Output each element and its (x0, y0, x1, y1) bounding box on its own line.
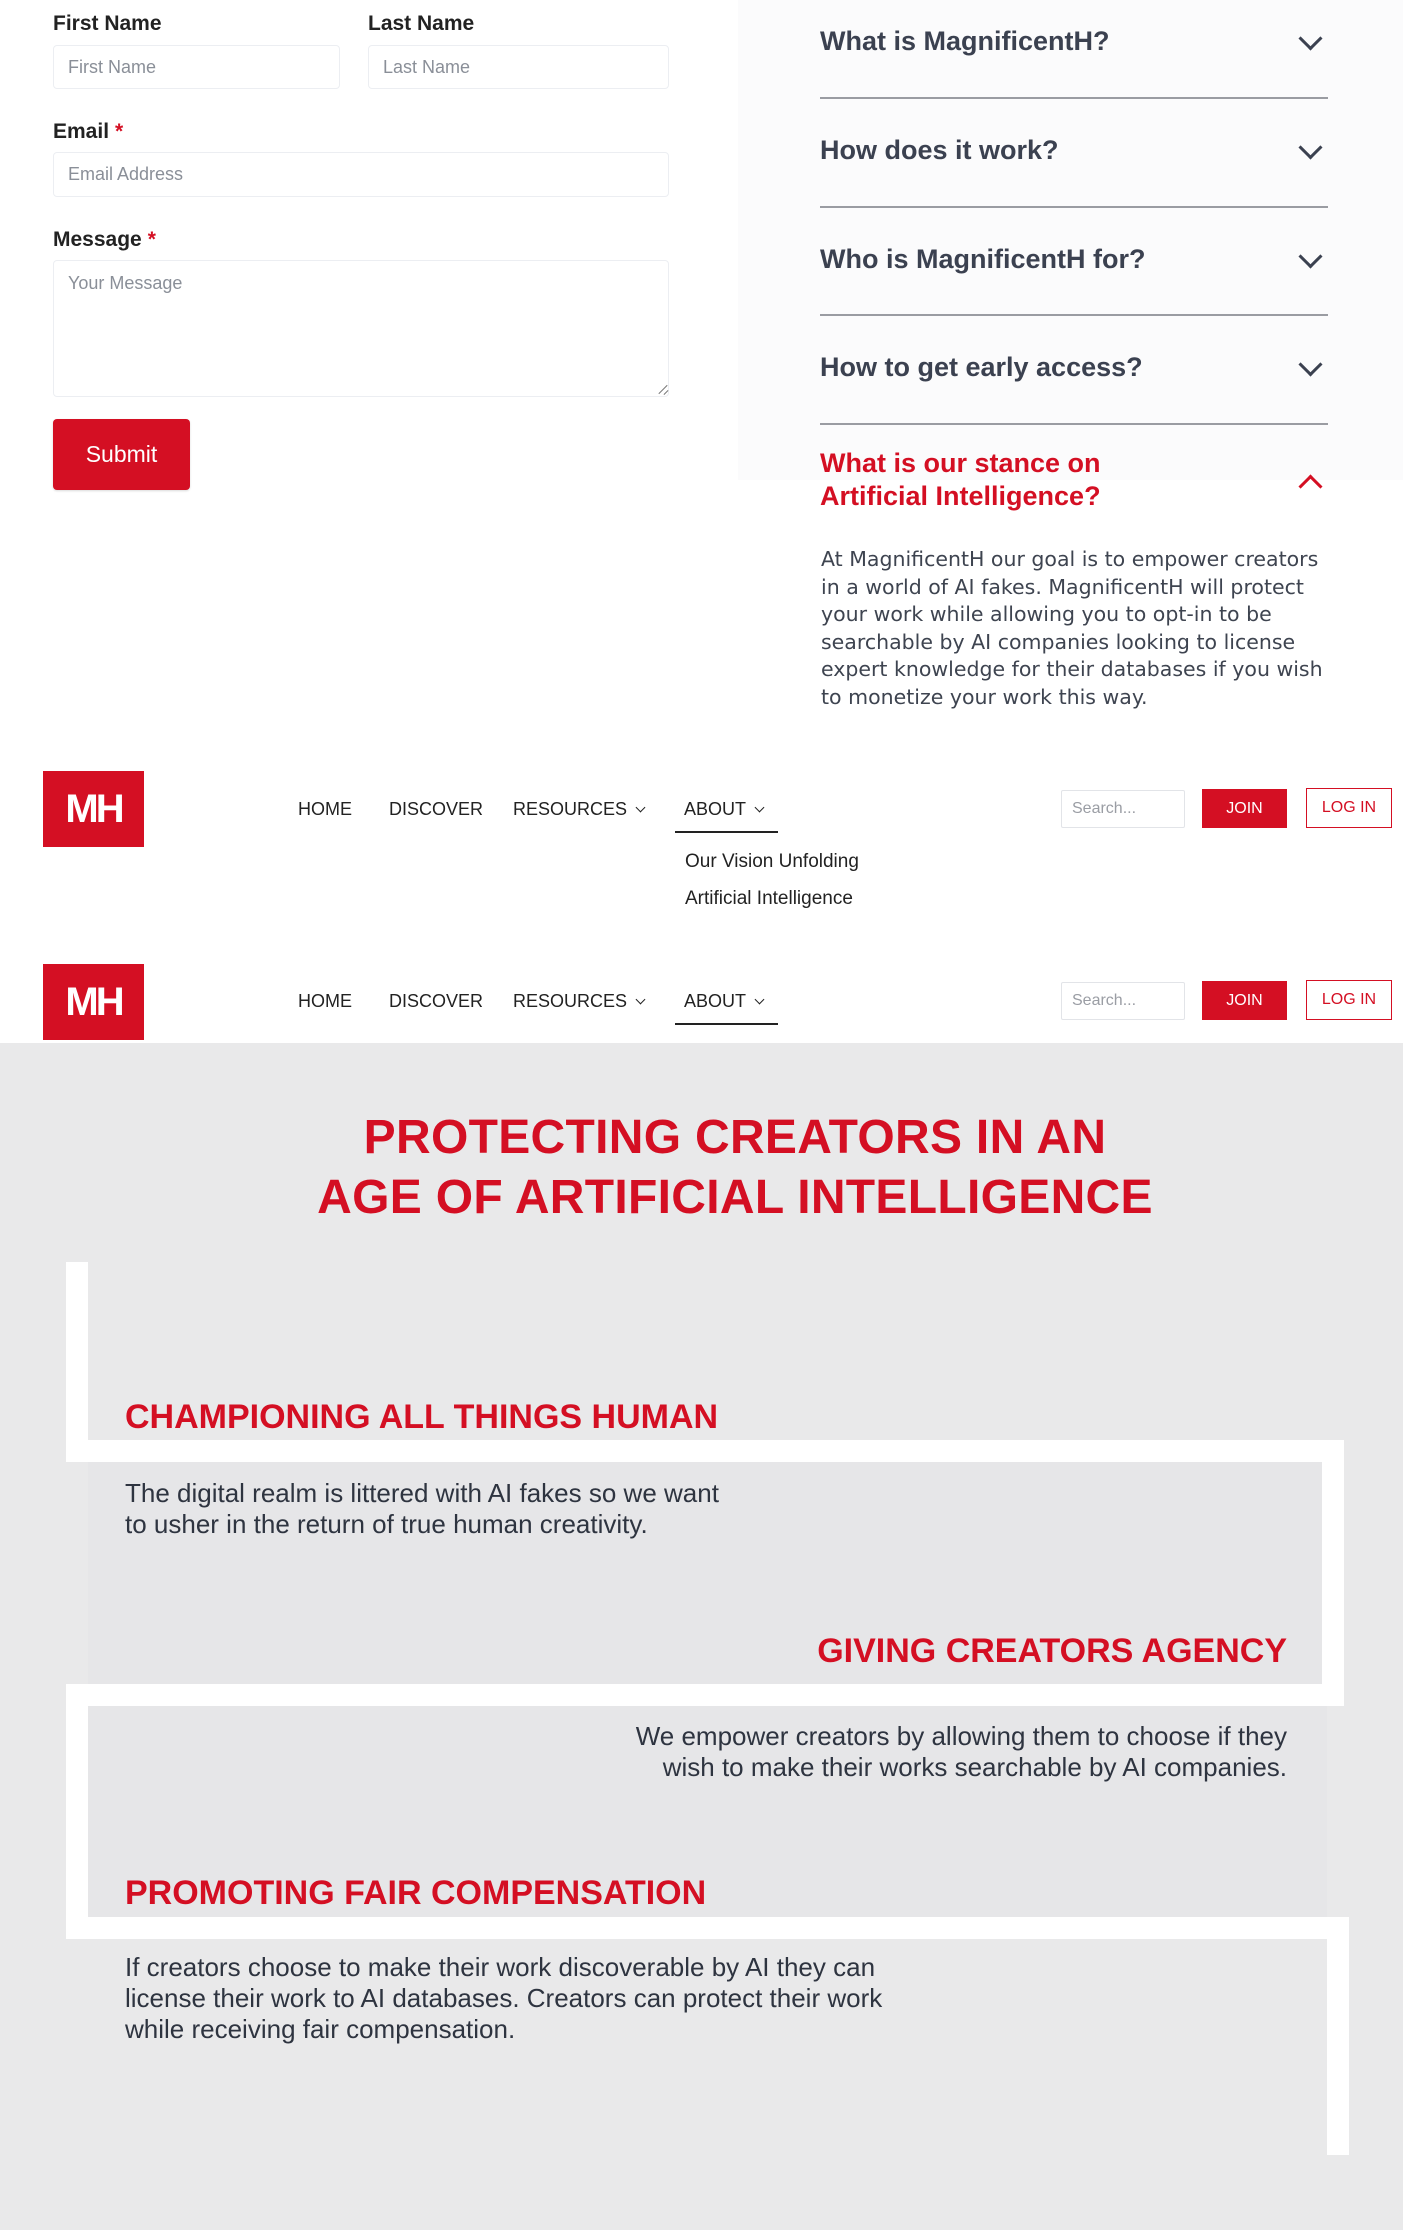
nav-about[interactable]: ABOUT (684, 991, 763, 1012)
faq-divider (820, 97, 1328, 99)
nav-discover[interactable]: DISCOVER (389, 799, 484, 819)
chevron-down-icon (755, 995, 765, 1005)
nav-home[interactable]: HOME (298, 799, 352, 819)
logo[interactable]: MH (43, 964, 144, 1040)
faq-question[interactable]: How to get early access? (820, 352, 1143, 382)
active-nav-underline (675, 831, 778, 833)
faq-divider (820, 314, 1328, 316)
email-input[interactable] (53, 152, 669, 197)
login-button[interactable]: LOG IN (1306, 788, 1392, 828)
dropdown-item-vision[interactable]: Our Vision Unfolding (685, 851, 859, 872)
faq-question-active[interactable]: What is our stance on Artificial Intelligence? (820, 448, 1101, 511)
dropdown-item-ai[interactable]: Artificial Intelligence (685, 888, 853, 909)
required-mark: * (115, 120, 124, 143)
frame-bar (66, 1684, 88, 1939)
active-nav-underline (675, 1023, 778, 1025)
submit-button[interactable]: Submit (53, 419, 190, 490)
nav-home[interactable]: HOME (298, 991, 352, 1011)
frame-bar (1327, 1917, 1349, 2155)
nav-discover[interactable]: DISCOVER (389, 991, 484, 1011)
required-mark: * (147, 228, 156, 251)
section-heading: PROMOTING FAIR COMPENSATION (125, 1874, 707, 1912)
first-name-label: First Name (53, 12, 162, 35)
section-body: The digital realm is littered with AI fakes so we want to usher in the return of true human creativity. (125, 1478, 719, 1539)
login-button[interactable]: LOG IN (1306, 980, 1392, 1020)
frame-bar (66, 1917, 1348, 1939)
resize-handle-icon[interactable] (658, 384, 668, 394)
search-input[interactable] (1061, 982, 1185, 1020)
hero-title: PROTECTING CREATORS IN AN AGE OF ARTIFICIAL INTELLIGENCE (317, 1111, 1153, 1224)
nav-resources[interactable]: RESOURCES (513, 799, 644, 820)
faq-divider (820, 206, 1328, 208)
faq-question[interactable]: How does it work? (820, 135, 1059, 165)
faq-answer: At MagnificentH our goal is to empower creators in a world of AI fakes. MagnificentH will protect your work while allowing you to opt-in to be searchable by AI companies looking to license expert knowledge for their databases if you wish to monetize your work this way. (821, 547, 1323, 709)
chevron-down-icon (636, 995, 646, 1005)
last-name-label: Last Name (368, 12, 475, 35)
frame-bar (1322, 1440, 1344, 1706)
message-label: Message * (53, 228, 156, 251)
message-textarea[interactable] (53, 260, 669, 397)
nav-resources[interactable]: RESOURCES (513, 991, 644, 1012)
frame-bar (66, 1262, 88, 1462)
nav-about[interactable]: ABOUT (684, 799, 763, 820)
chevron-down-icon (636, 803, 646, 813)
chevron-down-icon (755, 803, 765, 813)
faq-panel-background (738, 0, 1403, 480)
faq-question[interactable]: Who is MagnificentH for? (820, 244, 1146, 274)
first-name-input[interactable] (53, 45, 340, 89)
join-button[interactable]: JOIN (1202, 981, 1287, 1020)
email-label: Email * (53, 120, 124, 143)
faq-question[interactable]: What is MagnificentH? (820, 26, 1110, 56)
section-heading: CHAMPIONING ALL THINGS HUMAN (125, 1398, 719, 1436)
frame-bar (66, 1684, 1344, 1706)
search-input[interactable] (1061, 790, 1185, 828)
logo[interactable]: MH (43, 771, 144, 847)
frame-bar (66, 1440, 1344, 1462)
section-body: If creators choose to make their work discoverable by AI they can license their work to AI databases. Creators can protect their work while receiving fair compensation. (125, 1952, 883, 2044)
last-name-input[interactable] (368, 45, 669, 89)
section-body: We empower creators by allowing them to choose if they wish to make their works searchable by AI companies. (635, 1721, 1287, 1782)
join-button[interactable]: JOIN (1202, 789, 1287, 828)
faq-divider (820, 423, 1328, 425)
section-heading: GIVING CREATORS AGENCY (817, 1632, 1287, 1670)
